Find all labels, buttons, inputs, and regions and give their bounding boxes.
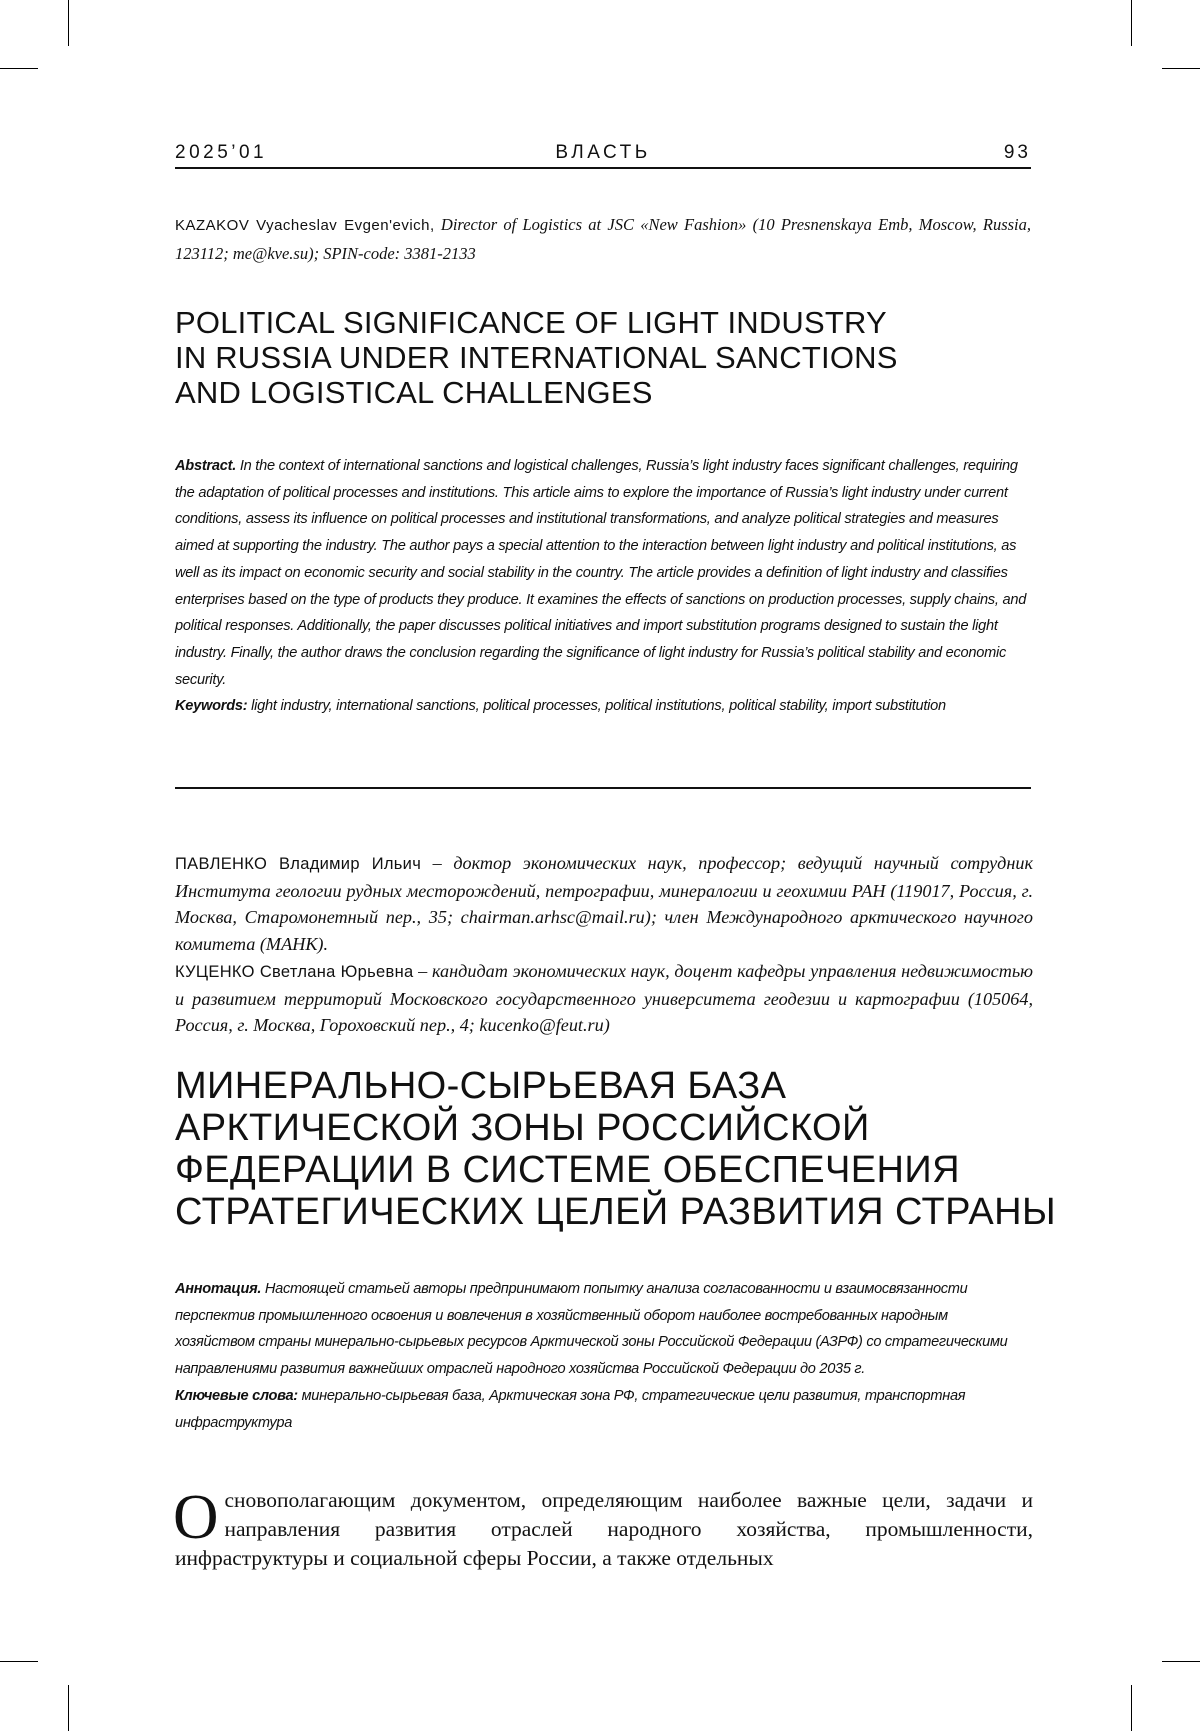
title-line: МИНЕРАЛЬНО-СЫРЬЕВАЯ БАЗА [175, 1065, 787, 1107]
journal-name: ВЛАСТЬ [555, 142, 651, 163]
author-name: КУЦЕНКО Светлана Юрьевна [175, 962, 414, 981]
article-title-ru [175, 1065, 1056, 1233]
keywords-text: минерально-сырьевая база, Арктическая зона РФ, стратегические цели развития, транспортная инфраструктура [175, 1387, 966, 1431]
author-name: KAZAKOV Vyacheslav Evgen'evich, [175, 217, 435, 234]
issue-number: 2025’01 [175, 142, 268, 163]
abstract-ru [175, 1276, 1031, 1436]
title-line: ФЕДЕРАЦИИ В СИСТЕМЕ ОБЕСПЕЧЕНИЯ [175, 1149, 960, 1191]
crop-mark [1131, 1685, 1132, 1731]
crop-mark [0, 68, 38, 69]
author-entry [175, 850, 1033, 958]
body-paragraph: сновополагающим документом, определяющим наиболее важные цели, задачи и направления развития отраслей народного хозяйства, промышленности, инфраструктуры и социальной сферы России, а также отдельных [175, 1488, 1033, 1570]
section-divider [175, 787, 1031, 789]
abstract-paragraph [175, 1276, 1031, 1383]
crop-mark [1162, 68, 1200, 69]
author-info-ru [175, 850, 1033, 1039]
running-head [175, 139, 1031, 169]
abstract-paragraph [175, 453, 1031, 693]
title-line: АРКТИЧЕСКОЙ ЗОНЫ РОССИЙСКОЙ [175, 1107, 870, 1149]
body-text [173, 1482, 1033, 1573]
title-line: POLITICAL SIGNIFICANCE OF LIGHT INDUSTRY [175, 305, 887, 340]
crop-mark [1131, 0, 1132, 46]
crop-mark [68, 0, 69, 46]
author-name: ПАВЛЕНКО Владимир Ильич [175, 855, 422, 873]
keywords-text: light industry, international sanctions, political processes, political institutions, political stability, import substitution [247, 698, 946, 715]
crop-mark [0, 1661, 38, 1662]
abstract-label: Аннотация. [175, 1281, 262, 1297]
drop-cap: О [173, 1482, 219, 1552]
author-affiliation: – кандидат экономических наук, доцент кафедры управления недвижимостью и развитием территорий Московского государственного университета геодезии и картографии (105064, Россия, г. Москва, Гороховский пер., 4; kucenko@feut.ru) [175, 960, 1033, 1036]
keywords-paragraph [175, 693, 1031, 720]
title-line: СТРАТЕГИЧЕСКИХ ЦЕЛЕЙ РАЗВИТИЯ СТРАНЫ [175, 1191, 1056, 1233]
author-entry [175, 958, 1033, 1039]
keywords-paragraph [175, 1383, 1031, 1436]
abstract-label: Abstract. [175, 458, 237, 474]
title-line: IN RUSSIA UNDER INTERNATIONAL SANCTIONS [175, 340, 898, 375]
keywords-label: Ключевые слова: [175, 1387, 298, 1404]
author-affiliation: – доктор экономических наук, профессор; ведущий научный сотрудник Института геологии рудных месторождений, петрографии, минералогии и геохимии РАН (119017, Россия, г. Москва, Старомонетный пер., 35; chairman.arhsc@mail.ru); член Международного арктического научного комитета (МАНК). [175, 853, 1033, 955]
abstract-text: In the context of international sanctions and logistical challenges, Russia’s light industry faces significant challenges, requiring the adaptation of political processes and institutions. This article aims to explore the importance of Russia’s light industry under current conditions, assess its influence on political processes and institutional transformations, and analyze political strategies and measures aimed at supporting the industry. The author pays a special attention to the interaction between light industry and political institutions, as well as its impact on economic security and social stability in the country. The article provides a definition of light industry and classifies enterprises based on the type of products they produce. It examines the effects of sanctions on production processes, supply chains, and political responses. Additionally, the paper discusses political initiatives and import substitution programs designed to sustain the light industry. Finally, the author draws the conclusion regarding the significance of light industry for Russia’s political stability and economic security. [175, 458, 1027, 688]
crop-mark [1162, 1661, 1200, 1662]
abstract-text: Настоящей статьей авторы предпринимают попытку анализа согласованности и взаимосвязанности перспектив промышленного освоения и вовлечения в хозяйственный оборот наиболее востребованных народным хозяйством страны минерально-сырьевых ресурсов Арктической зоны Российской Федерации (АЗРФ) со стратегическими направлениями развития важнейших отраслей народного хозяйства Российской Федерации до 2035 г. [175, 1281, 1008, 1378]
author-affiliation: Director of Logistics at JSC «New Fashion» (10 Presnenskaya Emb, Moscow, Russia, 123112; me@kve.su); SPIN-code: 3381-2133 [175, 215, 1032, 263]
title-line: AND LOGISTICAL CHALLENGES [175, 375, 653, 410]
author-info-en [175, 211, 1031, 268]
abstract-en [175, 453, 1031, 720]
crop-mark [68, 1685, 69, 1731]
page-number: 93 [1003, 142, 1031, 163]
article-title-en [175, 305, 1045, 410]
keywords-label: Keywords: [175, 698, 248, 715]
